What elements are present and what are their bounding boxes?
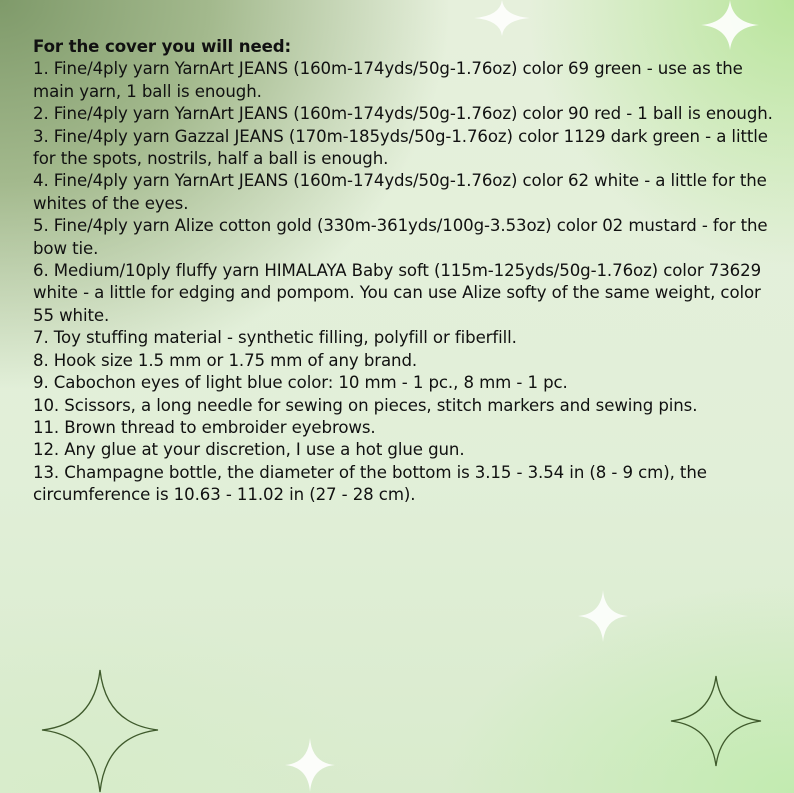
list-item: 11. Brown thread to embroider eyebrows. (33, 417, 376, 437)
sparkle-icon-bottom-center (285, 738, 335, 793)
sparkle-icon-middle-right (578, 590, 628, 642)
list-item: 4. Fine/4ply yarn YarnArt JEANS (160m-174yds/50g-1.76oz) color 62 white - a little for the whites of the eyes. (33, 171, 767, 213)
outline-star-icon-bottom-left (40, 668, 160, 793)
list-item: 5. Fine/4ply yarn Alize cotton gold (330m-361yds/100g-3.53oz) color 02 mustard - for the bow tie. (33, 216, 768, 258)
list-item: 12. Any glue at your discretion, I use a hot glue gun. (33, 440, 465, 460)
list-item: 7. Toy stuffing material - synthetic filling, polyfill or fiberfill. (33, 328, 517, 348)
list-item: 1. Fine/4ply yarn YarnArt JEANS (160m-174yds/50g-1.76oz) color 69 green - use as the main yarn, 1 ball is enough. (33, 59, 743, 101)
list-item: 2. Fine/4ply yarn YarnArt JEANS (160m-174yds/50g-1.76oz) color 90 red - 1 ball is enough. (33, 104, 773, 124)
materials-list (33, 36, 773, 507)
list-item: 8. Hook size 1.5 mm or 1.75 mm of any brand. (33, 350, 418, 370)
list-item: 10. Scissors, a long needle for sewing on pieces, stitch markers and sewing pins. (33, 395, 698, 415)
sparkle-icon-top-center (474, 0, 530, 36)
outline-star-icon-bottom-right (670, 675, 762, 767)
list-item: 6. Medium/10ply fluffy yarn HIMALAYA Baby soft (115m-125yds/50g-1.76oz) color 73629 white - a little for edging and pompom. You can use Alize softy of the same weight, color 55 white. (33, 261, 762, 325)
list-item: 9. Cabochon eyes of light blue color: 10 mm - 1 pc., 8 mm - 1 pc. (33, 373, 568, 393)
list-item: 3. Fine/4ply yarn Gazzal JEANS (170m-185yds/50g-1.76oz) color 1129 dark green - a little for the spots, nostrils, half a ball is enough. (33, 126, 768, 169)
list-item: 13. Champagne bottle, the diameter of the bottom is 3.15 - 3.54 in (8 - 9 cm), the circumference is 10.63 - 11.02 in (27 - 28 cm). (33, 462, 707, 505)
section-heading: For the cover you will need: (33, 37, 292, 56)
